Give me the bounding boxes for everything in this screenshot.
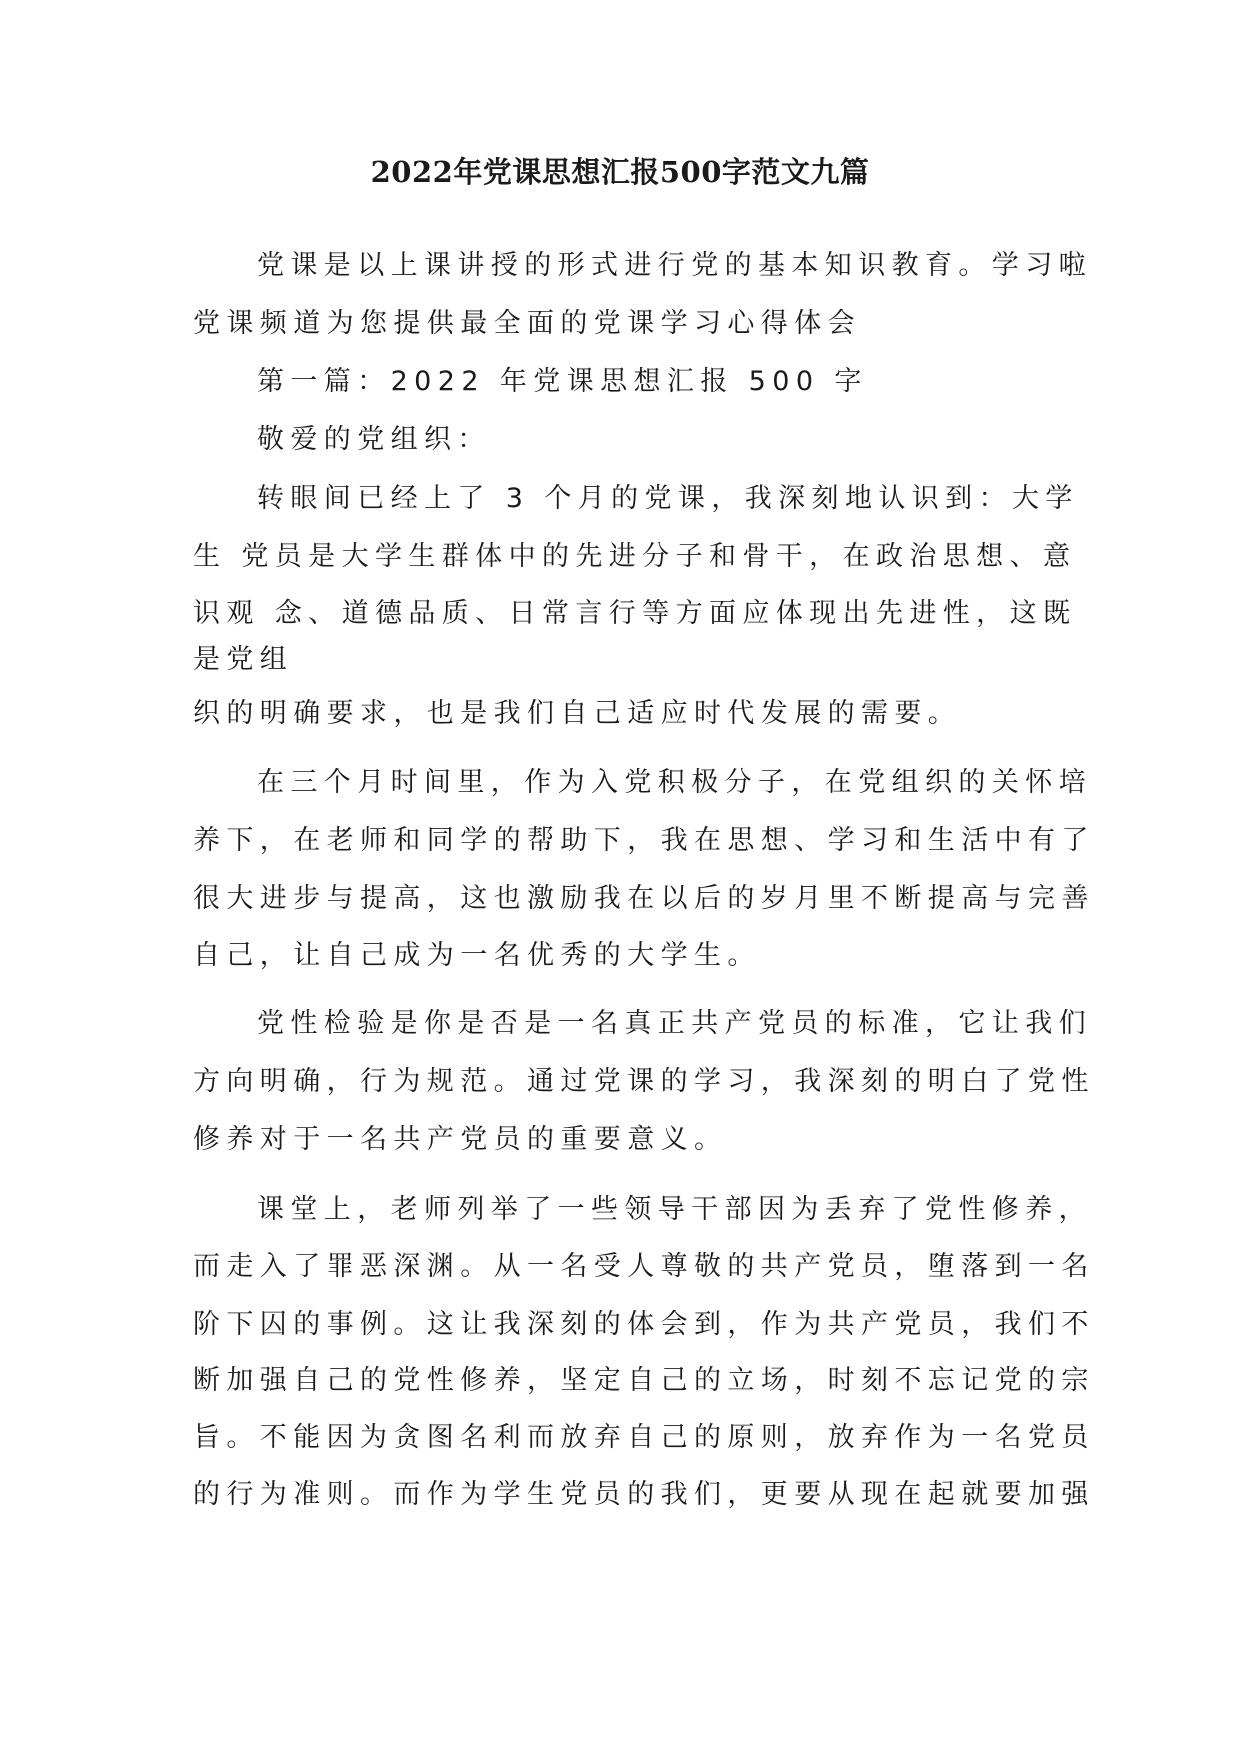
salutation: 敬爱的党组织： <box>257 424 491 455</box>
body-line: 党课是以上课讲授的形式进行党的基本知识教育。学习啦 <box>257 250 1092 281</box>
body-line: 很大进步与提高，这也激励我在以后的岁月里不断提高与完善 <box>193 883 1095 914</box>
body-line: 转眼间已经上了 3 个月的党课，我深刻地认识到：大学 <box>257 483 1079 514</box>
body-line: 党课频道为您提供最全面的党课学习心得体会 <box>193 308 861 339</box>
body-line: 生 党员是大学生群体中的先进分子和骨干，在政治思想、意 <box>193 541 1077 572</box>
body-line: 的行为准则。而作为学生党员的我们，更要从现在起就要加强 <box>193 1479 1095 1510</box>
body-line: 课堂上，老师列举了一些领导干部因为丢弃了党性修养， <box>257 1194 1092 1225</box>
body-line: 自己，让自己成为一名优秀的大学生。 <box>193 940 761 971</box>
body-line: 阶下囚的事例。这让我深刻的体会到，作为共产党员，我们不 <box>193 1309 1095 1340</box>
body-line: 养下，在老师和同学的帮助下，我在思想、学习和生活中有了 <box>193 825 1095 856</box>
body-line: 断加强自己的党性修养，坚定自己的立场，时刻不忘记党的宗 <box>193 1365 1095 1396</box>
body-line: 识观 念、道德品质、日常言行等方面应体现出先进性，这既 <box>193 598 1077 629</box>
section-heading: 第一篇：2022 年党课思想汇报 500 字 <box>257 366 868 397</box>
body-line: 在三个月时间里，作为入党积极分子，在党组织的关怀培 <box>257 767 1092 798</box>
body-line: 旨。不能因为贪图名利而放弃自己的原则，放弃作为一名党员 <box>193 1422 1095 1453</box>
body-line: 织的明确要求，也是我们自己适应时代发展的需要。 <box>193 698 962 729</box>
document-title: 2022年党课思想汇报500字范文九篇 <box>370 155 870 189</box>
body-line: 修养对于一名共产党员的重要意义。 <box>193 1124 728 1155</box>
body-line: 而走入了罪恶深渊。从一名受人尊敬的共产党员，堕落到一名 <box>193 1251 1095 1282</box>
body-line: 是党组 <box>193 644 294 675</box>
body-line: 党性检验是你是否是一名真正共产党员的标准，它让我们 <box>257 1008 1092 1039</box>
body-line: 方向明确，行为规范。通过党课的学习，我深刻的明白了党性 <box>193 1066 1095 1097</box>
